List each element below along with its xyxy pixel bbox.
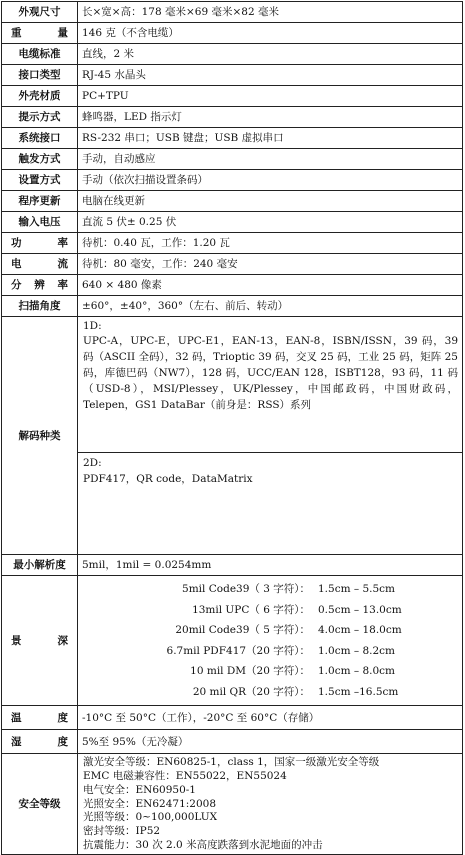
spec-label: 设置方式 xyxy=(2,170,78,191)
spec-row xyxy=(2,275,463,296)
depth-symbology: 20 mil QR（20 字符）： xyxy=(192,685,310,698)
decode-1d xyxy=(78,317,462,452)
spec-row xyxy=(2,65,463,86)
safety-line: 抗震能力：30 次 2.0 米高度跌落到水泥地面的冲击 xyxy=(83,838,323,851)
spec-label: 电 流 xyxy=(2,254,78,275)
depth-symbology: 20mil Code39（ 5 字符）： xyxy=(175,624,310,637)
spec-label: 系统接口 xyxy=(2,128,78,149)
spec-value: 长×宽×高：178 毫米×69 毫米×82 毫米 xyxy=(78,2,463,23)
temperature-row xyxy=(2,706,463,730)
spec-value: 待机：80 毫安，工作：240 毫安 xyxy=(78,254,463,275)
spec-row xyxy=(2,44,463,65)
spec-label: 触发方式 xyxy=(2,149,78,170)
decode-2d xyxy=(78,452,462,490)
spec-value: 640 × 480 像素 xyxy=(78,275,463,296)
temperature-label: 温 度 xyxy=(2,706,78,730)
spec-row xyxy=(2,191,463,212)
spec-value: 直线，2 米 xyxy=(78,44,463,65)
humidity-row xyxy=(2,730,463,754)
depth-label: 景 深 xyxy=(2,576,78,706)
spec-value: 直流 5 伏± 0.25 伏 xyxy=(78,212,463,233)
safety-line: 激光安全等级：EN60825-1，class 1，国家一级激光安全等级 xyxy=(83,756,380,769)
depth-range: 0.5cm – 13.0cm xyxy=(318,603,402,616)
spec-row xyxy=(2,2,463,23)
spec-row xyxy=(2,296,463,317)
spec-value: 手动，自动感应 xyxy=(78,149,463,170)
depth-of-field-row xyxy=(78,641,462,662)
depth-symbology: 6.7mil PDF417（20 字符）： xyxy=(166,644,310,657)
spec-row xyxy=(2,107,463,128)
decode-2d-list: PDF417，QR code，DataMatrix xyxy=(83,473,253,485)
depth-symbology: 13mil UPC（ 6 字符）： xyxy=(192,603,310,616)
min-res-row xyxy=(2,555,463,576)
spec-label: 外观尺寸 xyxy=(2,2,78,23)
depth-of-field-row xyxy=(78,579,462,600)
spec-row xyxy=(2,212,463,233)
depth-symbology: 10 mil DM（20 字符）： xyxy=(190,665,310,678)
spec-value: 电脑在线更新 xyxy=(78,191,463,212)
spec-label: 重 量 xyxy=(2,23,78,44)
depth-symbology: 5mil Code39（ 3 字符）： xyxy=(182,583,310,596)
safety-label: 安全等级 xyxy=(2,754,78,855)
safety-line: 光照安全：EN62471:2008 xyxy=(83,797,217,810)
spec-row xyxy=(2,128,463,149)
depth-table xyxy=(78,576,463,706)
spec-row xyxy=(2,254,463,275)
spec-label: 功 率 xyxy=(2,233,78,254)
depth-range: 1.5cm – 5.5cm xyxy=(318,583,395,596)
decode-1d-heading: 1D: xyxy=(83,320,102,332)
depth-range: 1.0cm – 8.0cm xyxy=(318,665,395,678)
depth-of-field-row xyxy=(78,682,462,703)
spec-value: PC+TPU xyxy=(78,86,463,107)
humidity-value: 5%至 95%（无冷凝） xyxy=(78,730,463,754)
spec-label: 程序更新 xyxy=(2,191,78,212)
min-res-label: 最小解析度 xyxy=(2,555,78,576)
depth-range: 1.0cm – 8.2cm xyxy=(318,644,395,657)
spec-value: 手动（依次扫描设置条码） xyxy=(78,170,463,191)
decode-row xyxy=(2,317,463,555)
spec-label: 分 辨 率 xyxy=(2,275,78,296)
depth-range: 4.0cm – 18.0cm xyxy=(318,624,402,637)
spec-row xyxy=(2,23,463,44)
spec-value: 146 克（不含电缆） xyxy=(78,23,463,44)
humidity-label: 湿 度 xyxy=(2,730,78,754)
safety-line: 电气安全：EN60950-1 xyxy=(83,783,196,796)
spec-row xyxy=(2,233,463,254)
spec-label: 电缆标准 xyxy=(2,44,78,65)
temperature-value: -10°C 至 50°C（工作），-20°C 至 60°C（存储） xyxy=(78,706,463,730)
spec-row xyxy=(2,86,463,107)
spec-label: 外壳材质 xyxy=(2,86,78,107)
spec-row xyxy=(2,170,463,191)
spec-label: 输入电压 xyxy=(2,212,78,233)
spec-value: RJ-45 水晶头 xyxy=(78,65,463,86)
spec-label: 接口类型 xyxy=(2,65,78,86)
depth-of-field-row xyxy=(78,620,462,641)
depth-range: 1.5cm –16.5cm xyxy=(318,685,399,698)
decode-1d-list: UPC-A，UPC-E，UPC-E1，EAN-13，EAN-8，ISBN/ISSN，39 码，39 码（ASCII 全码），32 码，Trioptic 39 码，交叉 25 码，工业 25 码，矩阵 25 码，库德巴码（NW7），128 码，UCC/EAN 128，ISBT128，93 码，11 码（USD-8），MSI/Plessey，UK/Plessey，中国邮政码，中国财政码，Telepen，GS1 DataBar（前身是：RSS）系列 xyxy=(83,335,458,411)
spec-value: ±60°，±40°，360°（左右、前后、转动） xyxy=(78,296,463,317)
spec-value: 待机：0.40 瓦，工作：1.20 瓦 xyxy=(78,233,463,254)
spec-label: 提示方式 xyxy=(2,107,78,128)
decode-label: 解码种类 xyxy=(2,317,78,555)
spec-row xyxy=(2,149,463,170)
spec-table xyxy=(1,1,463,855)
depth-of-field-row xyxy=(78,661,462,682)
spec-label: 扫描角度 xyxy=(2,296,78,317)
depth-of-field-row xyxy=(78,600,462,621)
safety-row xyxy=(2,754,463,855)
depth-row xyxy=(2,576,463,706)
safety-list xyxy=(78,754,462,854)
spec-value: 蜂鸣器，LED 指示灯 xyxy=(78,107,463,128)
safety-line: 光照等级：0~100,000LUX xyxy=(83,811,218,824)
min-res-value: 5mil，1mil = 0.0254mm xyxy=(78,555,463,576)
decode-2d-heading: 2D: xyxy=(83,457,102,469)
safety-line: 密封等级：IP52 xyxy=(83,825,161,838)
spec-value: RS-232 串口；USB 键盘；USB 虚拟串口 xyxy=(78,128,463,149)
safety-line: EMC 电磁兼容性：EN55022，EN55024 xyxy=(83,770,287,782)
